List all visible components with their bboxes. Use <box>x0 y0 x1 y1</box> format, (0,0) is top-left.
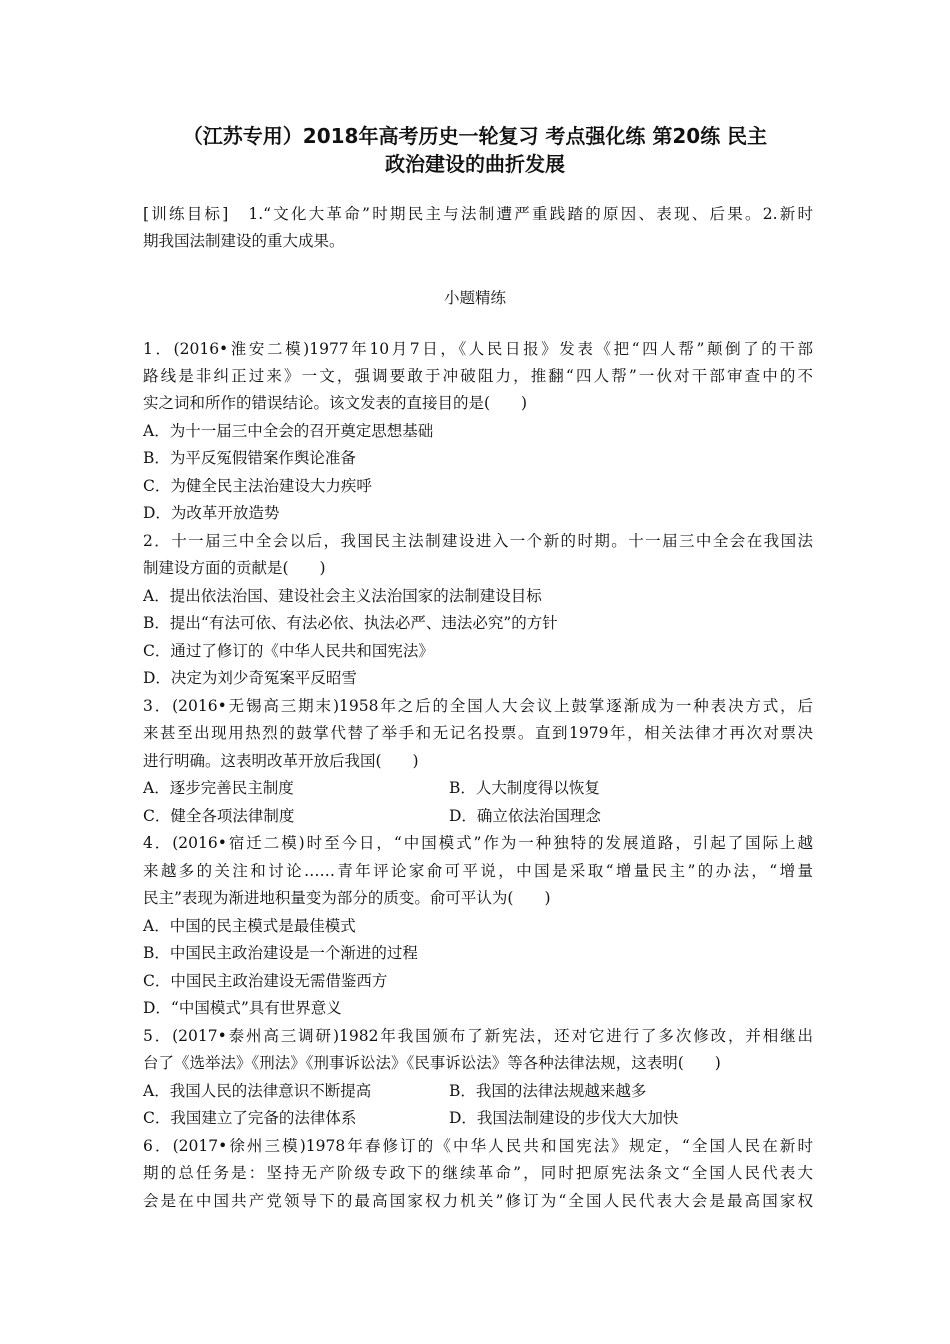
question-5-option-c: C．我国建立了完备的法律体系 <box>143 1109 357 1127</box>
question-4-option-c: C．中国民主政治建设无需借鉴西方 <box>143 972 388 990</box>
question-4-option-b: B．中国民主政治建设是一个渐进的过程 <box>143 944 418 962</box>
question-5-stem-line-2: 台了《选举法》《刑法》《刑事诉讼法》《民事诉讼法》等各种法律法规，这表明( ) <box>143 1054 721 1072</box>
question-3-option-d: D．确立依法治国理念 <box>449 807 601 825</box>
document-title-line-1: （江苏专用）2018年高考历史一轮复习 考点强化练 第20练 民主 <box>182 124 768 148</box>
question-3-option-a: A．逐步完善民主制度 <box>143 779 294 797</box>
question-2-option-c: C．通过了修订的《中华人民共和国宪法》 <box>143 642 434 660</box>
training-goal-line-1: [训练目标] 1.“文化大革命”时期民主与法制遭严重践踏的原因、表现、后果。2.新时 <box>143 205 813 223</box>
question-1-stem-line-2: 路线是非纠正过来》一文，强调要敢于冲破阻力，推翻“四人帮”一伙对干部审查中的不 <box>143 367 813 385</box>
question-2-option-b: B．提出“有法可依、有法必依、执法必严、违法必究”的方针 <box>143 614 558 632</box>
question-1-option-c: C．为健全民主法治建设大力疾呼 <box>143 477 372 495</box>
question-3-option-c: C．健全各项法律制度 <box>143 807 295 825</box>
question-2-option-a: A．提出依法治国、建设社会主义法治国家的法制建设目标 <box>143 587 542 605</box>
question-6-stem-line-2: 期的总任务是：坚持无产阶级专政下的继续革命”，同时把原宪法条文“全国人民代表大 <box>143 1164 813 1182</box>
question-6-stem-line-1: 6．(2017•徐州三模)1978年春修订的《中华人民共和国宪法》规定，“全国人民在新时 <box>143 1137 813 1155</box>
question-4-option-d: D．“中国模式”具有世界意义 <box>143 999 342 1017</box>
training-goal-line-2: 期我国法制建设的重大成果。 <box>143 232 345 250</box>
question-3-stem-line-1: 3．(2016•无锡高三期末)1958年之后的全国人大会议上鼓掌逐渐成为一种表决方式，后 <box>143 697 813 715</box>
question-4-stem-line-3: 民主”表现为渐进地积量变为部分的质变。俞可平认为( ) <box>143 889 551 907</box>
question-4-stem-line-2: 来越多的关注和讨论……青年评论家俞可平说，中国是采取“增量民主”的办法，“增量 <box>143 862 813 880</box>
question-5-option-d: D．我国法制建设的步伐大大加快 <box>449 1109 679 1127</box>
question-5-options-row-2 <box>143 1107 813 1129</box>
question-1-stem-line-3: 实之词和所作的错误结论。该文发表的直接目的是( ) <box>143 394 528 412</box>
question-5-option-b: B．我国的法律法规越来越多 <box>449 1082 647 1100</box>
document-title-line-2: 政治建设的曲折发展 <box>385 152 565 176</box>
question-3-option-b: B．人大制度得以恢复 <box>449 779 600 797</box>
question-1-option-d: D．为改革开放造势 <box>143 504 280 522</box>
question-1-option-b: B．为平反冤假错案作舆论准备 <box>143 449 356 467</box>
question-5-options-row-1 <box>143 1080 813 1102</box>
question-3-options-row-1 <box>143 777 813 799</box>
section-heading: 小题精练 <box>443 289 506 307</box>
question-2-stem-line-2: 制建设方面的贡献是( ) <box>143 559 326 577</box>
question-4-stem-line-1: 4．(2016•宿迁二模)时至今日，“中国模式”作为一种独特的发展道路，引起了国际上越 <box>143 834 813 852</box>
question-1-stem-line-1: 1．(2016•淮安二模)1977年10月7日，《人民日报》发表《把“四人帮”颠倒了的干部 <box>143 340 813 358</box>
question-1-option-a: A．为十一届三中全会的召开奠定思想基础 <box>143 422 434 440</box>
question-3-options-row-2 <box>143 805 813 827</box>
question-5-option-a: A．我国人民的法律意识不断提高 <box>143 1082 372 1100</box>
question-2-stem-line-1: 2．十一届三中全会以后，我国民主法制建设进入一个新的时期。十一届三中全会在我国法 <box>143 532 813 550</box>
question-3-stem-line-2: 来甚至出现用热烈的鼓掌代替了举手和无记名投票。直到1979年，相关法律才再次对票决 <box>143 724 813 742</box>
question-2-option-d: D．决定为刘少奇冤案平反昭雪 <box>143 669 357 687</box>
question-4-option-a: A．中国的民主模式是最佳模式 <box>143 917 356 935</box>
question-3-stem-line-3: 进行明确。这表明改革开放后我国( ) <box>143 752 419 770</box>
question-5-stem-line-1: 5．(2017•泰州高三调研)1982年我国颁布了新宪法，还对它进行了多次修改，并相继出 <box>143 1027 813 1045</box>
question-6-stem-line-3: 会是在中国共产党领导下的最高国家权力机关”修订为“全国人民代表大会是最高国家权 <box>143 1192 813 1210</box>
